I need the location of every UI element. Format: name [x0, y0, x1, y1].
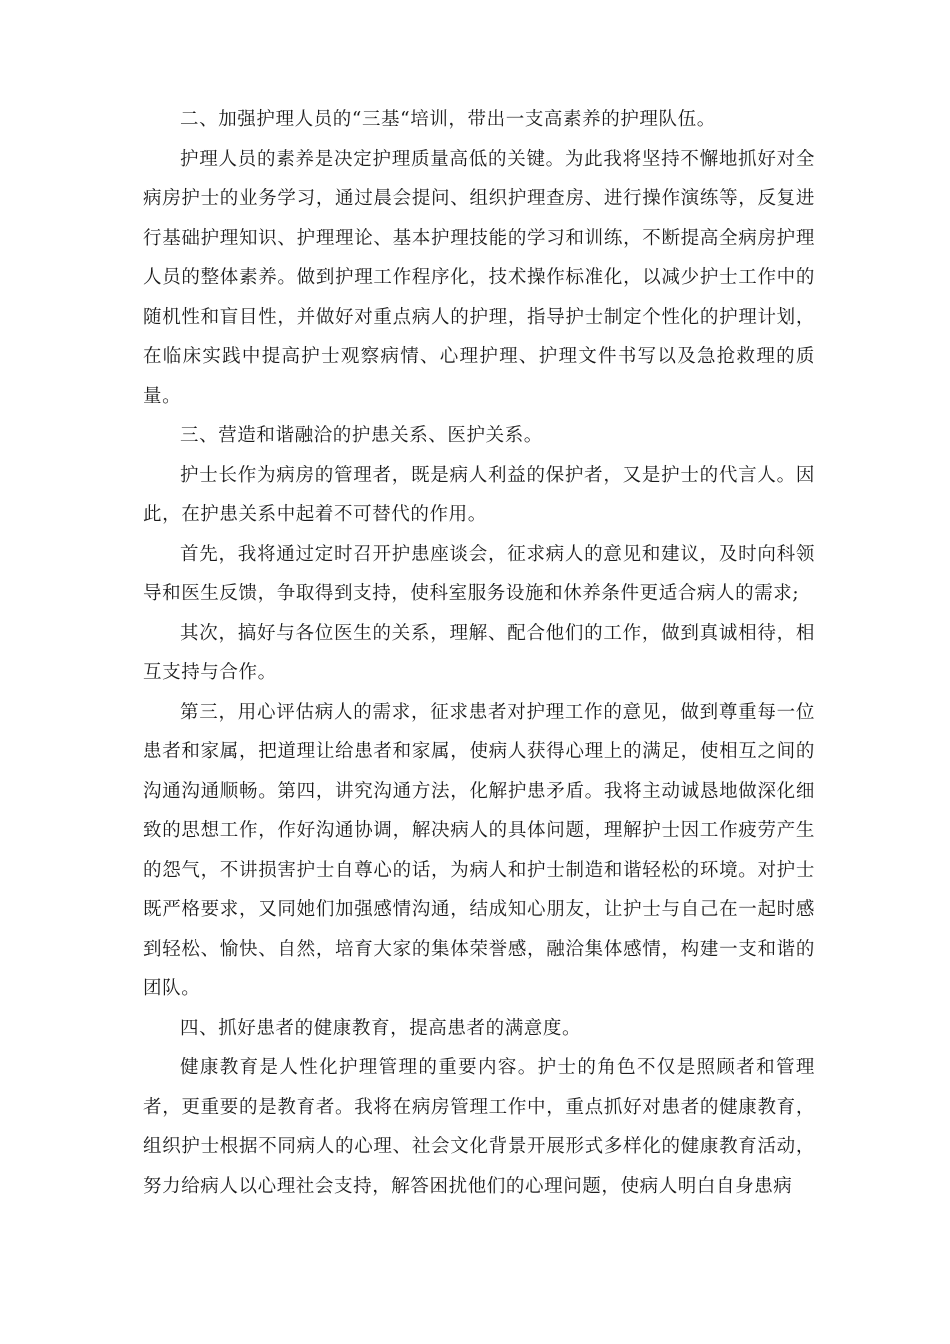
paragraph-first: 首先，我将通过定时召开护患座谈会，征求病人的意见和建议，及时向科领导和医生反馈，争取得到支持，使科室服务设施和休养条件更适合病人的需求; [143, 543, 815, 604]
paragraph-head-nurse-role: 护士长作为病房的管理者，既是病人利益的保护者，又是护士的代言人。因此，在护患关系中起着不可替代的作用。 [143, 464, 815, 525]
paragraph-staff-quality: 护理人员的素养是决定护理质量高低的关键。为此我将坚持不懈地抓好对全病房护士的业务学习，通过晨会提问、组织护理查房、进行操作演练等，反复进行基础护理知识、护理理论、基本护理技能的学习和训练，不断提高全病房护理人员的整体素养。做到护理工作程序化，技术操作标准化，以减少护士工作中的随机性和盲目性，并做好对重点病人的护理，指导护士制定个性化的护理计划，在临床实践中提高护士观察病情、心理护理、护理文件书写以及急抢救理的质量。 [143, 148, 815, 407]
section-heading-two: 二、加强护理人员的“三基“培训，带出一支高素养的护理队伍。 [180, 109, 716, 130]
section-heading-four: 四、抓好患者的健康教育，提高患者的满意度。 [180, 1017, 582, 1039]
paragraph-health-education: 健康教育是人性化护理管理的重要内容。护士的角色不仅是照顾者和管理者，更重要的是教育者。我将在病房管理工作中，重点抓好对患者的健康教育，组织护士根据不同病人的心理、社会文化背景开展形式多样化的健康教育活动，努力给病人以心理社会支持，解答困扰他们的心理问题，使病人明白自身患病 [143, 1057, 815, 1197]
section-heading-three: 三、营造和谐融洽的护患关系、医护关系。 [180, 425, 543, 446]
paragraph-third-fourth: 第三，用心评估病人的需求，征求患者对护理工作的意见，做到尊重每一位患者和家属，把道理让给患者和家属，使病人获得心理上的满足，使相互之间的沟通沟通顺畅。第四，讲究沟通方法，化解护患矛盾。我将主动诚恳地做深化细致的思想工作，作好沟通协调，解决病人的具体问题，理解护士因工作疲劳产生的怨气，不讲损害护士自尊心的话，为病人和护士制造和谐轻松的环境。对护士既严格要求，又同她们加强感情沟通，结成知心朋友，让护士与自己在一起时感到轻松、愉快、自然，培育大家的集体荣誉感，融洽集体感情，构建一支和谐的团队。 [143, 701, 815, 999]
paragraph-second: 其次，搞好与各位医生的关系，理解、配合他们的工作，做到真诚相待，相互支持与合作。 [143, 622, 815, 683]
document-page [143, 100, 815, 1206]
